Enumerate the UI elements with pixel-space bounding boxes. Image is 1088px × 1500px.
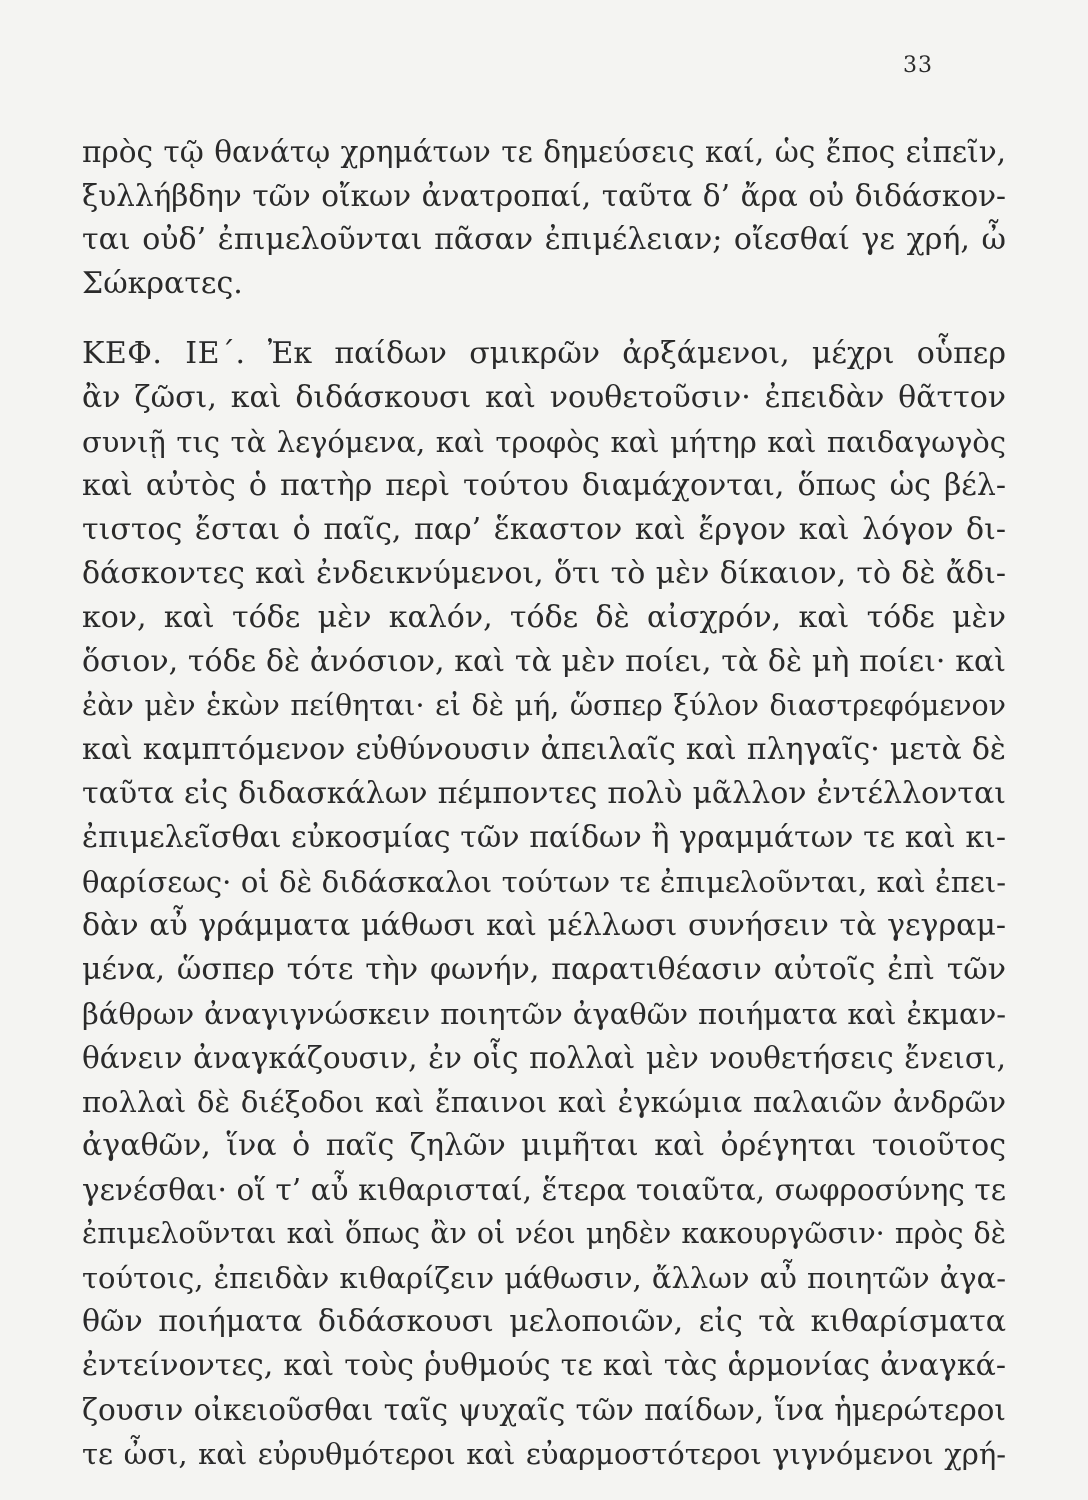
text-line: ζουσιν οἰκειοῦσθαι ταῖς ψυχαῖς τῶν παίδων, ἵνα ἡμερώτεροι: [82, 1393, 1006, 1427]
text-line: καὶ αὐτὸς ὁ πατὴρ περὶ τούτου διαμάχονται, ὅπως ὡς βέλ-: [82, 468, 1006, 503]
text-line: δὰν αὖ γράμματα μάθωσι καὶ μέλλωσι συνήσειν τὰ γεγραμ-: [82, 908, 1006, 943]
text-line: τε ὦσι, καὶ εὐρυθμότεροι καὶ εὐαρμοστότεροι γιγνόμενοι χρή-: [82, 1437, 1006, 1471]
text-line: ὅσιον, τόδε δὲ ἀνόσιον, καὶ τὰ μὲν ποίει, τὰ δὲ μὴ ποίει· καὶ: [82, 644, 1006, 679]
text-line: θῶν ποιήματα διδάσκουσι μελοποιῶν, εἰς τὰ κιθαρίσματα: [82, 1304, 1006, 1339]
text-line: θάνειν ἀναγκάζουσιν, ἐν οἷς πολλαὶ μὲν νουθετήσεις ἔνεισι,: [82, 1041, 1006, 1075]
text-line: ἐὰν μὲν ἑκὼν πείθηται· εἰ δὲ μή, ὥσπερ ξύλον διαστρεφόμενον: [82, 689, 1006, 722]
text-line: βάθρων ἀναγιγνώσκειν ποιητῶν ἀγαθῶν ποιήματα καὶ ἐκμαν-: [82, 997, 1006, 1031]
text-line: κον, καὶ τόδε μὲν καλόν, τόδε δὲ αἰσχρόν, καὶ τόδε μὲν: [82, 600, 1006, 635]
text-line: πρὸς τῷ θανάτῳ χρημάτων τε δημεύσεις καί, ὡς ἔπος εἰπεῖν,: [82, 135, 1006, 169]
first-line-text: Ἐκ παίδων σμικρῶν ἀρξάμενοι, μέχρι οὗπερ: [267, 336, 1006, 371]
paragraph-2: [82, 332, 1006, 1476]
text-line: ἐπιμελοῦνται καὶ ὅπως ἂν οἱ νέοι μηδὲν κακουργῶσιν· πρὸς δὲ: [82, 1217, 1006, 1250]
text-line-first: [82, 332, 1006, 376]
page-number: 33: [903, 53, 933, 78]
paragraph-1: [82, 130, 1006, 306]
text-line: ξυλλήβδην τῶν οἴκων ἀνατροπαί, ταῦτα δ’ ἄρα οὐ διδάσκον-: [82, 179, 1006, 213]
text-line: ἐντείνοντες, καὶ τοὺς ῥυθμούς τε καὶ τὰς ἁρμονίας ἀναγκά-: [82, 1348, 1006, 1383]
chapter-label: ΚΕΦ. ΙΕ΄.: [82, 336, 246, 371]
text-line: ται οὐδ’ ἐπιμελοῦνται πᾶσαν ἐπιμέλειαν; οἴεσθαί γε χρή, ὦ: [82, 222, 1006, 257]
text-line: δάσκοντες καὶ ἐνδεικνύμενοι, ὅτι τὸ μὲν δίκαιον, τὸ δὲ ἄδι-: [82, 556, 1006, 591]
text-line: ἐπιμελεῖσθαι εὐκοσμίας τῶν παίδων ἢ γραμμάτων τε καὶ κι-: [82, 820, 1006, 855]
text-line: ταῦτα εἰς διδασκάλων πέμποντες πολὺ μᾶλλον ἐντέλλονται: [82, 776, 1006, 811]
text-line: τιστος ἔσται ὁ παῖς, παρ’ ἕκαστον καὶ ἔργον καὶ λόγον δι-: [82, 512, 1006, 547]
text-line: καὶ καμπτόμενον εὐθύνουσιν ἀπειλαῖς καὶ πληγαῖς· μετὰ δὲ: [82, 732, 1006, 767]
text-line: πολλαὶ δὲ διέξοδοι καὶ ἔπαινοι καὶ ἐγκώμια παλαιῶν ἀνδρῶν: [82, 1085, 1006, 1119]
text-line: μένα, ὥσπερ τότε τὴν φωνήν, παρατιθέασιν αὐτοῖς ἐπὶ τῶν: [82, 952, 1006, 987]
text-line: θαρίσεως· οἱ δὲ διδάσκαλοι τούτων τε ἐπιμελοῦνται, καὶ ἐπει-: [82, 865, 1006, 899]
text-line: ἂν ζῶσι, καὶ διδάσκουσι καὶ νουθετοῦσιν· ἐπειδὰν θᾶττον: [82, 380, 1006, 415]
text-line: γενέσθαι· οἵ τ’ αὖ κιθαρισταί, ἕτερα τοιαῦτα, σωφροσύνης τε: [82, 1173, 1006, 1207]
text-line: συνιῇ τις τὰ λεγόμενα, καὶ τροφὸς καὶ μήτηρ καὶ παιδαγωγὸς: [82, 425, 1006, 459]
text-line: ἀγαθῶν, ἵνα ὁ παῖς ζηλῶν μιμῆται καὶ ὀρέγηται τοιοῦτος: [82, 1128, 1006, 1163]
text-line: Σώκρατες.: [82, 266, 243, 301]
text-line: τούτοις, ἐπειδὰν κιθαρίζειν μάθωσιν, ἄλλων αὖ ποιητῶν ἀγα-: [82, 1261, 1006, 1295]
